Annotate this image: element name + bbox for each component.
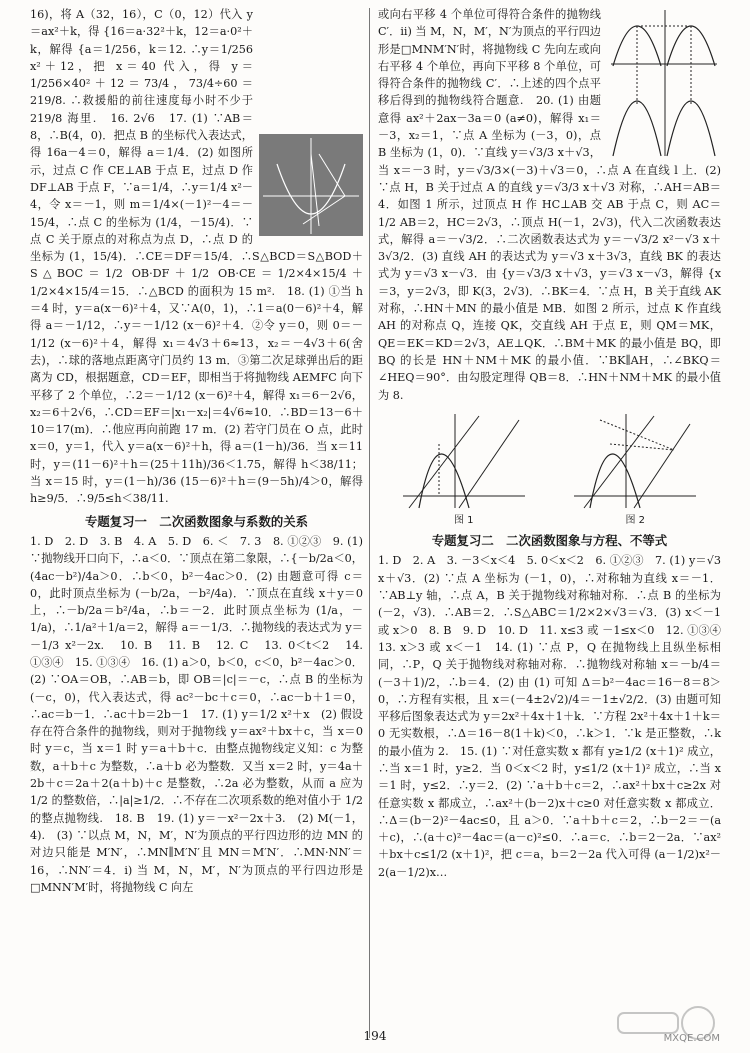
figure-translated-parabolas (607, 6, 721, 158)
section-title-2: 专题复习二 二次函数图象与方程、不等式 (431, 533, 668, 549)
figure-pair (378, 410, 721, 527)
left-column (30, 6, 363, 896)
parabola-chart-icon (399, 410, 529, 510)
figure-2-caption: 图 2 (625, 515, 646, 527)
left-answers-part2: 1. D 2. D 3. B 4. A 5. D 6. ＜ 7. 3 8. ①②③ 9. (1) ∵抛物线开口向下，∴a＜0．∵顶点在第二象限，∴{－b/2a＜0，(4ac－b²)/4a＞0．∴b＜0，b²－4ac＞0．(2) 由题意可得 c＝0，此时顶点坐标为 (－b/2a，－b²/4a)．∵顶点在直线 x＋y＝0 上，∴－b/2a＝b²/4a，∴b＝－2．此时顶点坐标为 (1/a，－1/a)，∴1/a²＋1/a＝2，解得 a＝－1/3．∴抛物线的表达式为 y＝－1/3 x²－2x. 10. B 11. B 12. C 13. 0＜t＜2 14. ①③④ 15. ①③④ 16. (1) a＞0，b＜0，c＜0，b²－4ac＞0．(2) ∵OA＝OB，∴AB＝b，即 OB＝|c|＝－c，∴点 B 的坐标为 (－c，0)，代入表达式，得 ac²－bc＋c＝0，∴ac－b＋1＝0，∴ac＝b－1．∴ac＋b＝2b－1 17. (1) y＝1/2 x²＋x (2) 假设存在符合条件的抛物线，则对于抛物线 y＝ax²＋bx＋c，当 x＝0 时 y＝c，当 x＝1 时 y＝a＋b＋c．由整点抛物线定义知：c 为整数，a＋b＋c 为整数，∴a＋b 必为整数．又当 x＝2 时，y＝4a＋2b＋c＝2a＋2(a＋b)＋c 是整数，∴2a 必为整数，从而 a 应为 1/2 的整数倍，∴|a|≥1/2．∴不存在二次项系数的绝对值小于 1/2 的整点抛物线. 18. B 19. (1) y＝－x²－2x＋3. (2) M(－1，4). (3) ∵以点 M，N，M′，N′为顶点的平行四边形的边 MN 的对边只能是 M′N′，∴MN∥M′N′且 MN＝M′N′．∴MN·NN′＝16，∴NN′＝4．i) 当 M，N，M′，N′为顶点的平行四边形是□MNN′M′时，将抛物线 C 向左 (30, 534, 363, 894)
right-answers-part2: 1. D 2. A 3. －3＜x＜4 5. 0＜x＜2 6. ①②③ 7. (1) y＝√3 x＋√3．(2) ∵点 A 坐标为 (－1，0)，∴对称轴为直线 x＝－1．∵AB⊥y 轴，∴点 A，B 关于抛物线对称轴对称．∴点 B 的坐标为 (－2，√3)．∴AB＝2．∴S△ABC＝1/2×2×√3＝√3．(3) x＜－1 或 x＞0 8. B 9. D 10. D 11. x≤3 或 －1≤x＜0 12. ①③④ 13. x＞3 或 x＜－1 14. (1) ∵点 P，Q 在抛物线上且纵坐标相同，∴P，Q 关于抛物线对称轴对称．∴抛物线对称轴 x＝－b/4＝(－3＋1)/2，∴b＝4．(2) 由 (1) 可知 Δ＝b²－4ac＝16－8＝8＞0，∴方程有实根，且 x＝(－4±2√2)/4＝－1±√2/2．(3) 由题可知平移后图象表达式为 y＝2x²＋4x＋1＋k．∵方程 2x²＋4x＋1＋k＝0 无实数根，∴Δ＝16－8(1＋k)＜0，∴k＞1．∵k 是正整数，∴k 的最小值为 2. 15. (1) ∵对任意实数 x 都有 y≥1/2 (x＋1)² 成立，∴当 x＝1 时，y≥2．当 0＜x＜2 时，y≤1/2 (x＋1)² 成立，∴当 x＝1 时，y≤2．∴y＝2．(2) ∵a＋b＋c＝2，∴ax²＋bx＋c≥2x 对任意实数 x 都成立，∴ax²＋(b－2)x＋c≥0 对任意实数 x 都成立．∴Δ＝(b－2)²－4ac≤0，且 a＞0．∵a＋b＋c＝2，∴b－2＝－(a＋c)，∴(a＋c)²－4ac＝(a－c)²≤0．∴a＝c．∴b＝2－2a．∵ax²＋bx＋c≤1/2 (x＋1)²，把 c＝a，b＝2－2a 代入可得 (a－1/2)x²－2(a－1/2)x… (378, 554, 733, 879)
section-title-1: 专题复习一 二次函数图象与系数的关系 (84, 513, 309, 529)
figure-parabola-bcd (259, 132, 363, 236)
watermark-text: MXQE.COM (663, 1032, 720, 1044)
figure-1-caption: 图 1 (453, 515, 474, 527)
parabola-reflection-icon (570, 410, 700, 510)
right-column (378, 6, 733, 881)
column-divider (369, 8, 370, 1038)
figure-1 (399, 410, 529, 527)
parabola-figure-icon (259, 134, 363, 236)
parabola-translation-figure-icon (607, 6, 721, 158)
page-number: 194 (363, 1029, 387, 1043)
right-answers-part1: 或向右平移 4 个单位可得符合条件的抛物线 C′．ii) 当 M，N，M′，N′为顶点的平行四边形是□MNM′N′时，将抛物线 C 先向左或向右平移 4 个单位，再向下平移 8 个单位，可得符合条件的抛物线 C′．∴上述的四个点平移后得到的抛物线符合题意. 20. (1) 由题意得 ax²＋2ax－3a＝0 (a≠0)，解得 x₁＝－3，x₂＝1，∵点 A 坐标为 (－3，0)，点 B 坐标为 (1，0)．∵直线 y＝√3/3 x＋√3，当 x＝－3 时，y＝√3/3×(－3)＋√3＝0，∴点 A 在直线 l 上．(2) ∵点 H，B 关于过点 A 的直线 y＝√3/3 x＋√3 对称，∴AH＝AB＝4．如图 1 所示，过顶点 H 作 HC⊥AB 交 AB 于点 C，则 AC＝1/2 AB＝2，HC＝2√3，∴顶点 H(－1，2√3)，代入二次函数表达式，解得 a＝－√3/2．∴二次函数表达式为 y＝－√3/2 x²－√3 x＋3√3/2．(3) 直线 AH 的表达式为 y＝√3 x＋3√3，直线 BK 的表达式为 y＝√3 x－√3．由 {y＝√3/3 x＋√3，y＝√3 x－√3，解得 {x＝3，y＝2√3，即 K(3，2√3)．∴BK＝4．∵点 H，B 关于直线 AK 对称，∴HN＋MN 的最小值是 MB．如图 2 所示，过点 K 作直线 AH 的对称点 Q，连接 QK，交直线 AH 于点 E，则 QM＝MK，QE＝EK＝KD＝2√3，AE⊥QK．∴BM＋MK 的最小值是 BQ，即 BQ 的长是 HN＋NM＋MK 的最小值．∵BK∥AH，∴∠BKQ＝∠HEQ＝90°．由勾股定理得 QB＝8．∴HN＋NM＋MK 的最小值为 8. (378, 8, 721, 402)
left-answers-part1: 16)，将 A（32，16），C（0，12）代入 y＝ax²＋k，得 {16＝a·32²＋k，12＝a·0²＋k，解得 {a＝1/256，k＝12. ∴y＝1/256 x²＋12，把 x＝40 代入，得 y＝1/256×40²＋12＝73/4，73/4÷60＝219/8. ∴救援船的前往速度每小时不少于 219/8 海里. 16. 2√6 17. (1) ∵AB＝8，∴B(4，0)．把点 B 的坐标代入表达式，得 16a－4＝0，解得 a＝1/4．(2) 如图所示，过点 C 作 CE⊥AB 于点 E，过点 D 作 DF⊥AB 于点 F，∵a＝1/4，∴y＝1/4 x²－4，令 x＝－1，则 m＝1/4×(－1)²－4＝－15/4，∴点 C 的坐标为 (1/4，－15/4)．∵点 C 关于原点的对称点为点 D，∴点 D 的坐标为 (1，15/4)．∴CE＝DF＝15/4．∴S△BCD＝S△BOD＋S△BOC＝1/2 OB·DF＋1/2 OB·CE＝1/2×4×15/4＋1/2×4×15/4＝15．∴△BCD 的面积为 15 m². 18. (1) ①当 h＝4 时，y＝a(x－6)²＋4，又∵A(0，1)，∴1＝a(0－6)²＋4，解得 a＝－1/12，∴y＝－1/12 (x－6)²＋4．②令 y＝0，则 0＝－1/12 (x－6)²＋4，解得 x₁＝4√3＋6≈13，x₂＝－4√3＋6(舍去)，∴球的落地点距离守门员约 13 m．③第二次足球弹出后的距离为 CD，根据题意，CD＝EF，即相当于将抛物线 AEMFC 向下平移了 2 个单位，∴2＝－1/12 (x－6)²＋4，解得 x₁＝6－2√6，x₂＝6＋2√6，∴CD＝EF＝|x₁－x₂|＝4√6≈10．∴BD＝13－6＋10＝17(m)．∴他应再向前跑 17 m．(2) 若守门员在 O 点，此时 x＝0，y＝1，代入 y＝a(x－6)²＋h，得 a＝(1－h)/36．当 x＝11 时，y＝(11－6)²＋h＝(25＋11h)/36＜1.75，解得 h＜38/11；当 x＝15 时，y＝(1－h)/36 (15－6)²＋h＝(9－5h)/4＞0，解得 h≥9/5．∴9/5≤h＜38/11. (30, 8, 363, 506)
figure-2 (570, 410, 700, 527)
